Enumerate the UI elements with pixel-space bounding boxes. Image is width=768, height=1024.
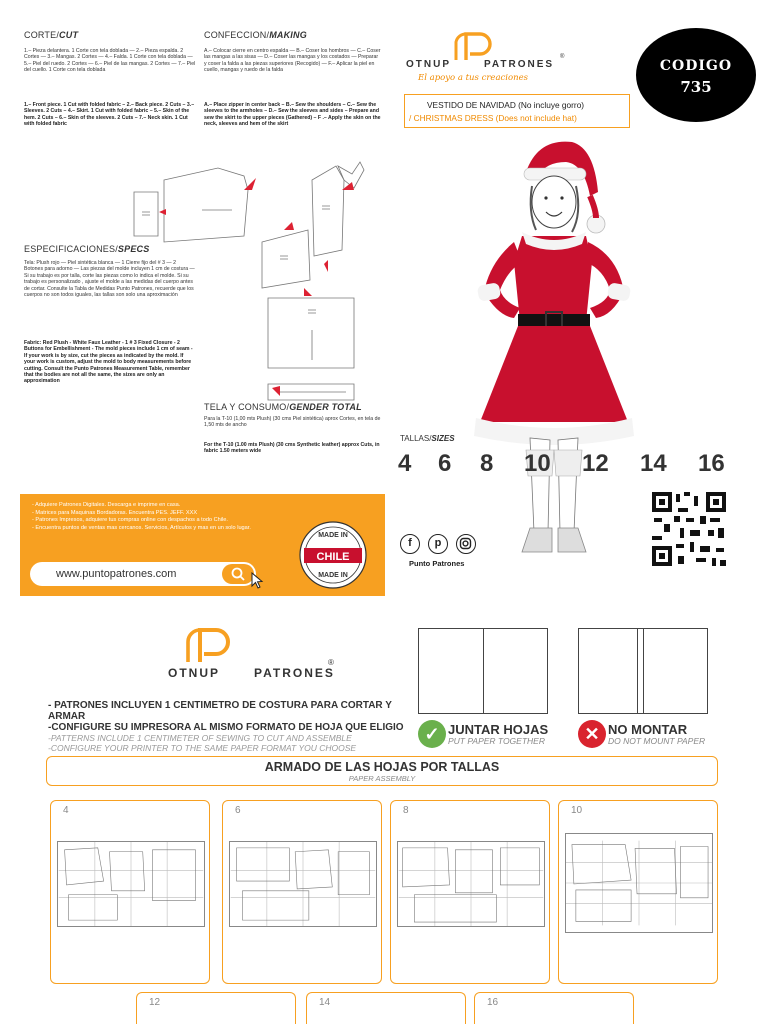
sheet-layout-grid [397,841,545,927]
promo-item: - Encuentra puntos de ventas mas cercanos. Servicios, Artículos y mas en un solo lugar. [32,524,251,531]
consumption-text-en: For the T-10 (1.00 mts Plush) (30 cms Synthetic leather) approx Cuts, in fabric 1.50 meters wide [204,442,380,455]
making-title: CONFECCION/MAKING [204,30,307,40]
brand-name-left: OTNUP [168,666,220,680]
size-value: 16 [698,450,725,477]
specs-text-es: Tela: Plush rojo — Piel sintética blanca — 1 Cierre fijo del # 3 — 2 Botones para adorno — Las piezas del molde incluyen 1 cm de costura — Si su trabajo es por talla, corte las piezas como lo indica el molde. Si su trabajo es personalizado , ajuste el molde a las medidas del cuerpo antes de cortar. Consulte la Tabla de Medidas Punto Patrones, recuerde que los cuerpos no son todos iguales, las tallas son solo una aproximación [24,260,195,299]
sheet-layout-grid [57,841,205,927]
size-card-16 [474,992,634,1024]
print-note: -CONFIGURE SU IMPRESORA AL MISMO FORMATO DE HOJA QUE ELIGIO [48,722,404,733]
sizes-label: TALLAS/SIZES [400,434,455,443]
size-card-6 [222,800,382,984]
size-value: 14 [640,450,667,477]
specs-title: ESPECIFICACIONES/SPECS [24,244,150,254]
pinterest-icon[interactable]: p [428,534,448,554]
brand-name-right: PATRONES [484,59,555,70]
sheet-layout-grid [229,841,377,927]
sizes-list [398,450,768,484]
promo-item: - Matrices para Maquinas Bordadoras. Encuentra PES. JEFF. XXX [32,509,198,516]
size-card-label: 6 [235,805,241,816]
print-note-en: -CONFIGURE YOUR PRINTER TO THE SAME PAPER FORMAT YOU CHOOSE [48,743,357,753]
size-card-label: 12 [149,997,161,1008]
cut-text-es: 1.– Pieza delantera. 1 Corte con tela doblada — 2.– Pieza espalda. 2 Cortes — 3.– Mangas. 2 Cortes — 4.– Falda. 1 Corte con tela doblada — 5.– Piel del ruedo. 2 Cortes — 6.– Piel de las mangas. 2 Cortes — 7.– Piel del cuello. 1 Corte con tela doblada [24,48,196,74]
facebook-icon[interactable]: f [400,534,420,554]
no-mount-label-en: DO NOT MOUNT PAPER [608,736,706,746]
made-in-chile-badge [298,520,368,590]
join-label-en: PUT PAPER TOGETHER [448,736,545,746]
assembly-title-box [46,756,718,786]
size-card-label: 14 [319,997,331,1008]
code-label: CODIGO [659,58,733,74]
website-url: www.puntopatrones.com [56,568,177,580]
cross-icon: ✕ [578,720,606,748]
size-value: 8 [480,450,494,477]
badge-top-text: MADE IN [318,532,348,539]
social-label: Punto Patrones [409,559,465,568]
product-title-en: / CHRISTMAS DRESS (Does not include hat) [409,113,577,123]
brand-logo [404,26,570,90]
size-value: 12 [582,450,609,477]
size-card-label: 16 [487,997,499,1008]
assembly-title: ARMADO DE LAS HOJAS POR TALLAS [264,760,500,774]
sheet-layout-grid [565,833,713,933]
product-title-box [404,94,630,128]
print-notes [48,700,408,753]
no-mount-label: NO MONTAR [608,722,688,737]
registered-mark: ® [328,658,334,667]
product-code-badge [636,28,756,122]
promo-item: - Adquiere Patrones Digitales. Descarga e imprime en casa. [32,502,181,508]
size-card-10 [558,800,718,984]
size-card-8 [390,800,550,984]
brand-name-right: PATRONES [254,666,335,680]
check-icon: ✓ [418,720,446,748]
code-value: 735 [680,78,712,96]
size-card-label: 4 [63,805,69,816]
promo-list [32,502,332,532]
badge-country-text: CHILE [316,551,350,563]
cursor-icon [250,572,266,590]
social-icons [400,534,480,556]
qr-code[interactable] [650,490,728,568]
cut-title: CORTE/CUT [24,30,79,40]
size-value: 10 [524,450,551,477]
promo-banner [20,494,385,596]
size-value: 6 [438,450,452,477]
making-text-en: A.– Place zipper in center back – B.– Sew the shoulders – C.– Sew the sleeves to the armholes – D.– Sew the sleeves and sides – Prepare and sew the skirt to the upper pieces (Gathered) – F .– Apply the skin on the neck, sleeves and hem of the skirt [204,102,381,128]
size-card-label: 10 [571,805,583,816]
making-text-es: A.– Colocar cierre en centro espalda — B.– Coser los hombros — C.– Coser las mangas a las sisas — D.– Coser las mangas y los costados — Preparar y coser la falda a las piezas superiores (Recogido) — F.– Aplicar la piel en cuello, mangas y ruedo de la falda [204,48,381,74]
pattern-info-sheet [20,20,385,580]
assembly-subtitle: PAPER ASSEMBLY [348,774,416,783]
consumption-text-es: Para la T-10 (1,00 mts Plush) (30 cms Piel sintética) aprox Cortes, en tela de 1,50 mts de ancho [204,416,381,429]
print-note-en: -PATTERNS INCLUDE 1 CENTIMETER OF SEWING TO CUT AND ASSEMBLE [48,733,352,743]
size-value: 4 [398,450,412,477]
website-link[interactable] [30,562,256,586]
badge-bottom-text: MADE IN [318,572,348,579]
brand-mark-icon [178,624,242,664]
cut-text-en: 1.– Front piece. 1 Cut with folded fabric – 2.– Back piece. 2 Cuts – 3.– Sleeves. 2 Cuts – 4.– Skirt. 1 Cut with folded fabric – 5.– Skin of the hem. 2 Cuts – 6.– Skin of the sleeves. 2 Cuts – 7.– Neck skin. 1 Cut with folded fabric [24,102,195,128]
no-mount-example [578,628,708,714]
promo-item: - Patrones Impresos, adquiere tus compras online con despachos a todo Chile. [32,517,228,524]
join-label: JUNTAR HOJAS [448,722,549,737]
brand-logo-large [168,624,338,686]
product-title-es: VESTIDO DE NAVIDAD (No incluye gorro) [427,100,585,110]
size-card-12 [136,992,296,1024]
join-sheets-example [418,628,548,714]
size-card-4 [50,800,210,984]
size-card-label: 8 [403,805,409,816]
brand-tagline: El apoyo a tus creaciones [418,73,528,83]
instagram-icon[interactable] [456,534,476,554]
consumption-title: TELA Y CONSUMO/GENDER TOTAL [204,402,362,412]
brand-name-left: OTNUP [406,59,451,70]
specs-text-en: Fabric: Red Plush - White Faux Leather - 1 # 3 Fixed Closure - 2 Buttons for Embellishment - The mold pieces include 1 cm of seam - If your work is by size, cut the pieces as indicated by the mold. If your work is custom, adjust the mold to body measurements before cutting. Consult the Punto Patrones Measurement Table, remember that the bodies are not all the same, the sizes are only an approximation [24,340,193,385]
size-card-14 [306,992,466,1024]
model-figure-illustration [450,132,650,572]
brand-mark-icon [448,28,504,62]
registered-mark: ® [560,54,565,60]
print-note: - PATRONES INCLUYEN 1 CENTIMETRO DE COSTURA PARA CORTAR Y ARMAR [48,700,392,722]
